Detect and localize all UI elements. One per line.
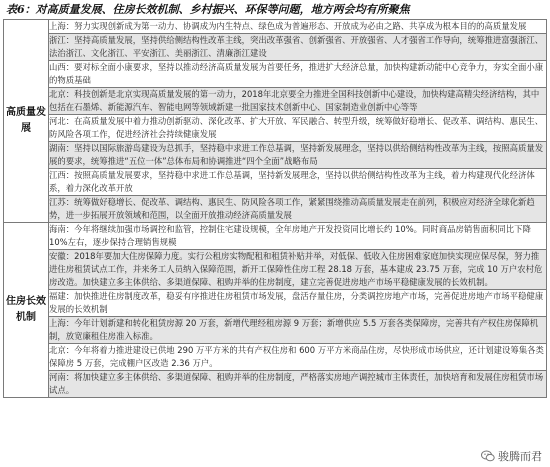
policy-text: 浙江：坚持高质量发展，坚持供给侧结构性改革主线，突出改革强省、创新强省、开放强省、人才强省工作导向，统筹推进富强浙江、法治浙江、文化浙江、平安浙江、美丽浙江、清廉浙江建设 bbox=[49, 34, 547, 61]
policy-text: 北京：今年将着力推进建设已供地 290 万平方米的共有产权住房和 600 万平方米商品住房，尽快形成市场供应，还计划建设筹集各类保障房 5 万套，完成棚户区改造 2.36 万户。 bbox=[49, 344, 547, 371]
policy-text: 江苏：统筹做好稳增长、促改革、调结构、惠民生、防风险各项工作，紧紧围绕推动高质量发展走在前列，积极应对经济全球化新趋势，进一步拓展开放领域和范围，以全面开放推动经济高质量发展 bbox=[49, 196, 547, 223]
table-row bbox=[4, 317, 547, 344]
wechat-icon bbox=[481, 449, 495, 463]
policy-text: 安徽：2018年要加大住房保障力度。实行公租房实物配租和租赁补贴并举，对低保、低收入住房困难家庭加快实现应保尽保，努力推进住房租赁试点工作，并来务工人员纳入保障范围，新开工保障性住房工程 28.18 万套，基本建成 23.75 万套，完成 10 万户农村危房改造。加快建立多主体供给、多渠道保障、租购并举的住房制度，建立完善促进房地产市场平稳健康发展的长效机制。 bbox=[49, 250, 547, 290]
policy-text: 福建：加快推进住房制度改革，稳妥有序推进住房租赁市场发展，盘活存量住房，分类调控房地产市场，完善促进房地产市场平稳健康发展的长效机制 bbox=[49, 290, 547, 317]
policy-text: 海南：今年将继续加强市场调控和监管，控制住宅建设规模，全年房地产开发投资同比增长约 10%。同时商品房销售面积同比下降 10%左右，逐步保持合理销售规模 bbox=[49, 223, 547, 250]
category-cell: 高质量发展 bbox=[4, 20, 49, 223]
policy-text: 上海：今年计划新建和转化租赁房源 20 万套，新增代理经租房源 9 万套；新增供应 5.5 万套各类保障房，完善共有产权住房保障机制，放宽廉租住房准入标准。 bbox=[49, 317, 547, 344]
table-row bbox=[4, 20, 547, 34]
policy-text: 河南：将加快建立多主体供给、多渠道保障、租购并举的住房制度，严格落实房地产调控城市主体责任，加快培育和发展住房租赁市场试点。 bbox=[49, 371, 547, 398]
policy-text: 河北：在高质量发展中着力推动创新驱动、深化改革、扩大开放、军民融合、转型升级，统筹做好稳增长、促改革、调结构、惠民生、防风险各项工作，促进经济社会持续健康发展 bbox=[49, 115, 547, 142]
table-row bbox=[4, 88, 547, 115]
table-row bbox=[4, 196, 547, 223]
policy-text: 湖南：坚持以国际旅游岛建设为总抓手，坚持稳中求进工作总基调，坚持新发展理念，坚持以供给侧结构性改革为主线，按照高质量发展的要求，统筹推进“五位一体”总体布局和协调推进“四个全面”战略布局 bbox=[49, 142, 547, 169]
policy-text: 江西：按照高质量发展要求，坚持稳中求进工作总基调，坚持新发展理念，坚持以供给侧结构性改革为主线，着力构建现代化经济体系，着力深化改革开放 bbox=[49, 169, 547, 196]
table-row bbox=[4, 169, 547, 196]
table-row bbox=[4, 250, 547, 290]
table-row bbox=[4, 142, 547, 169]
table-title: 表6：对高质量发展、住房长效机制、乡村振兴、环保等问题，地方两会均有所聚焦 bbox=[6, 3, 410, 16]
table-row bbox=[4, 223, 547, 250]
table-row bbox=[4, 344, 547, 371]
table-row bbox=[4, 115, 547, 142]
category-cell: 住房长效机制 bbox=[4, 223, 49, 398]
table-row bbox=[4, 290, 547, 317]
table-row bbox=[4, 34, 547, 61]
policy-text: 北京：科技创新是北京实现高质量发展的第一动力，2018年北京要全力推进全国科技创新中心建设，加快构建高精尖经济结构，其中包括在石墨烯、新能源汽车、智能电网等领域新建一批国家技术创新中心、国家制造业创新中心等等 bbox=[49, 88, 547, 115]
watermark-text: 骏腾而君 bbox=[498, 450, 542, 463]
table-row bbox=[4, 371, 547, 398]
policy-text: 上海：努力实现创新成为第一动力、协调成为内生特点、绿色成为普遍形态、开放成为必由之路、共享成为根本目的的高质量发展 bbox=[49, 20, 547, 34]
table-row bbox=[4, 61, 547, 88]
policy-text: 山西：要对标全面小康要求，坚持以推动经济高质量发展为首要任务，推进扩大经济总量，加快构建新动能中心竞争力，夯实全面小康的物质基础 bbox=[49, 61, 547, 88]
watermark bbox=[479, 448, 544, 464]
policy-table bbox=[3, 19, 547, 398]
